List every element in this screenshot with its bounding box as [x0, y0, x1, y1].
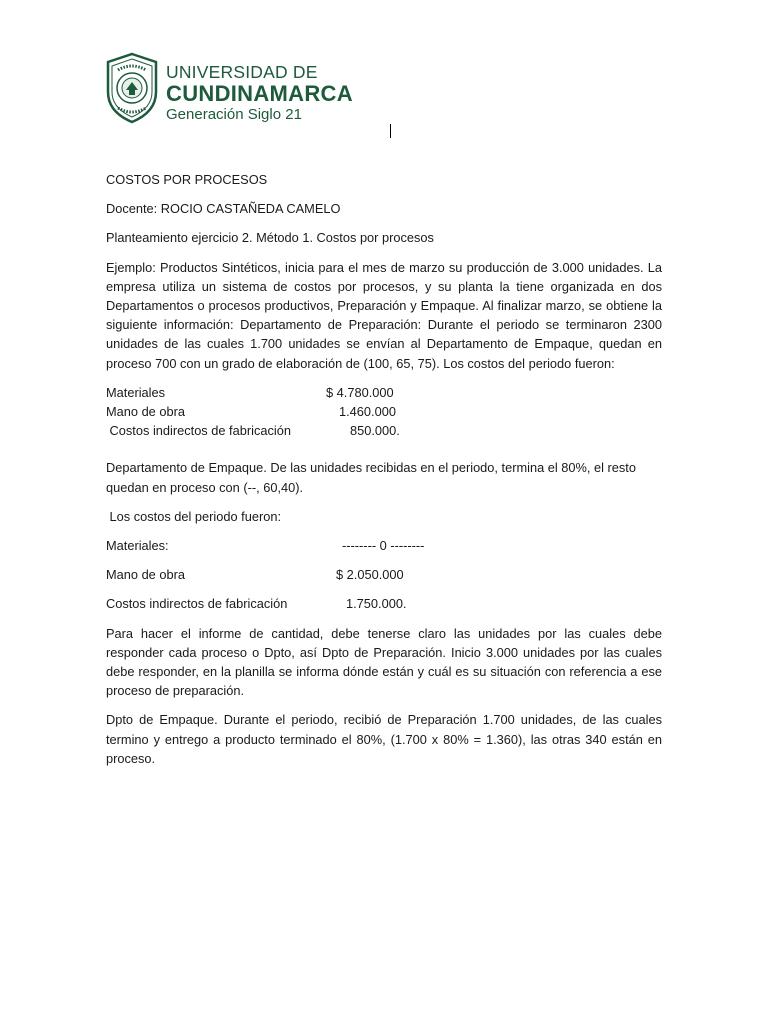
- wordmark-line1: UNIVERSIDAD DE: [166, 62, 318, 82]
- cost-label: Costos indirectos de fabricación: [106, 423, 291, 439]
- cost-value: 1.460.000: [339, 404, 396, 420]
- cost-value: $ 4.780.000: [326, 384, 394, 400]
- example-paragraph: Ejemplo: Productos Sintéticos, inicia para el mes de marzo su producción de 3.000 unidades. La empresa utiliza un sistema de costos por procesos, y su planta la tiene organizada en dos Departamentos o procesos productivos, Preparación y Empaque. Al finalizar marzo, se obtiene la siguiente información: Departamento de Preparación: Durante el periodo se terminaron 2300 unidades de las cuales 1.700 unidades se envían al Departamento de Empaque, quedan en proceso 700 con un grado de elaboración de (100, 65, 75). Los costos del periodo fueron:: [106, 259, 662, 371]
- cost-value: $ 2.050.000: [336, 567, 404, 583]
- text-cursor: [390, 124, 391, 138]
- wordmark-line2: CUNDINAMARCA: [166, 80, 353, 106]
- document-body: [106, 170, 662, 768]
- cost-value: -------- 0 --------: [342, 538, 425, 553]
- cost-row: [106, 536, 662, 555]
- doc-title: COSTOS POR PROCESOS: [106, 172, 268, 187]
- cost-value: 850.000.: [350, 423, 400, 439]
- prep-costs-table: [106, 383, 662, 441]
- cost-label: Materiales: [106, 384, 166, 400]
- cost-row: [106, 383, 662, 402]
- university-wordmark: [166, 64, 353, 122]
- empaque-intro: Departamento de Empaque. De las unidades recibidas en el periodo, termina el 80%, el resto quedan en proceso con (--, 60,40).: [106, 460, 636, 495]
- wordmark-line3: Generación Siglo 21: [166, 105, 302, 123]
- empaque-paragraph: Dpto de Empaque. Durante el periodo, recibió de Preparación 1.700 unidades, de las cuales termino y entrego a producto terminado el 80%, (1.700 x 80% = 1.360), las otras 340 están en proceso.: [106, 712, 662, 766]
- informe-paragraph: Para hacer el informe de cantidad, debe tenerse claro las unidades por las cuales debe responder cada proceso o Dpto, así Dpto de Preparación. Inicio 3.000 unidades por las cuales debe responder, en la planilla se informa dónde están y cuál es su situación con referencia a ese proceso de preparación.: [106, 625, 662, 699]
- cost-row: [106, 421, 662, 440]
- cost-label: Mano de obra: [106, 404, 185, 420]
- cost-row: [106, 594, 662, 613]
- cost-label: Costos indirectos de fabricación: [106, 596, 288, 612]
- cost-label: Materiales:: [106, 538, 169, 553]
- statement-line: Planteamiento ejercicio 2. Método 1. Costos por procesos: [106, 230, 434, 246]
- teacher-line: Docente: ROCIO CASTAÑEDA CAMELO: [106, 201, 341, 217]
- university-header: [104, 52, 404, 128]
- cost-row: [106, 565, 662, 584]
- university-seal-icon: [104, 52, 160, 124]
- cost-row: [106, 402, 662, 421]
- cost-label: Mano de obra: [106, 567, 185, 583]
- empaque-costs-title: Los costos del periodo fueron:: [106, 508, 282, 524]
- cost-value: 1.750.000.: [346, 596, 407, 612]
